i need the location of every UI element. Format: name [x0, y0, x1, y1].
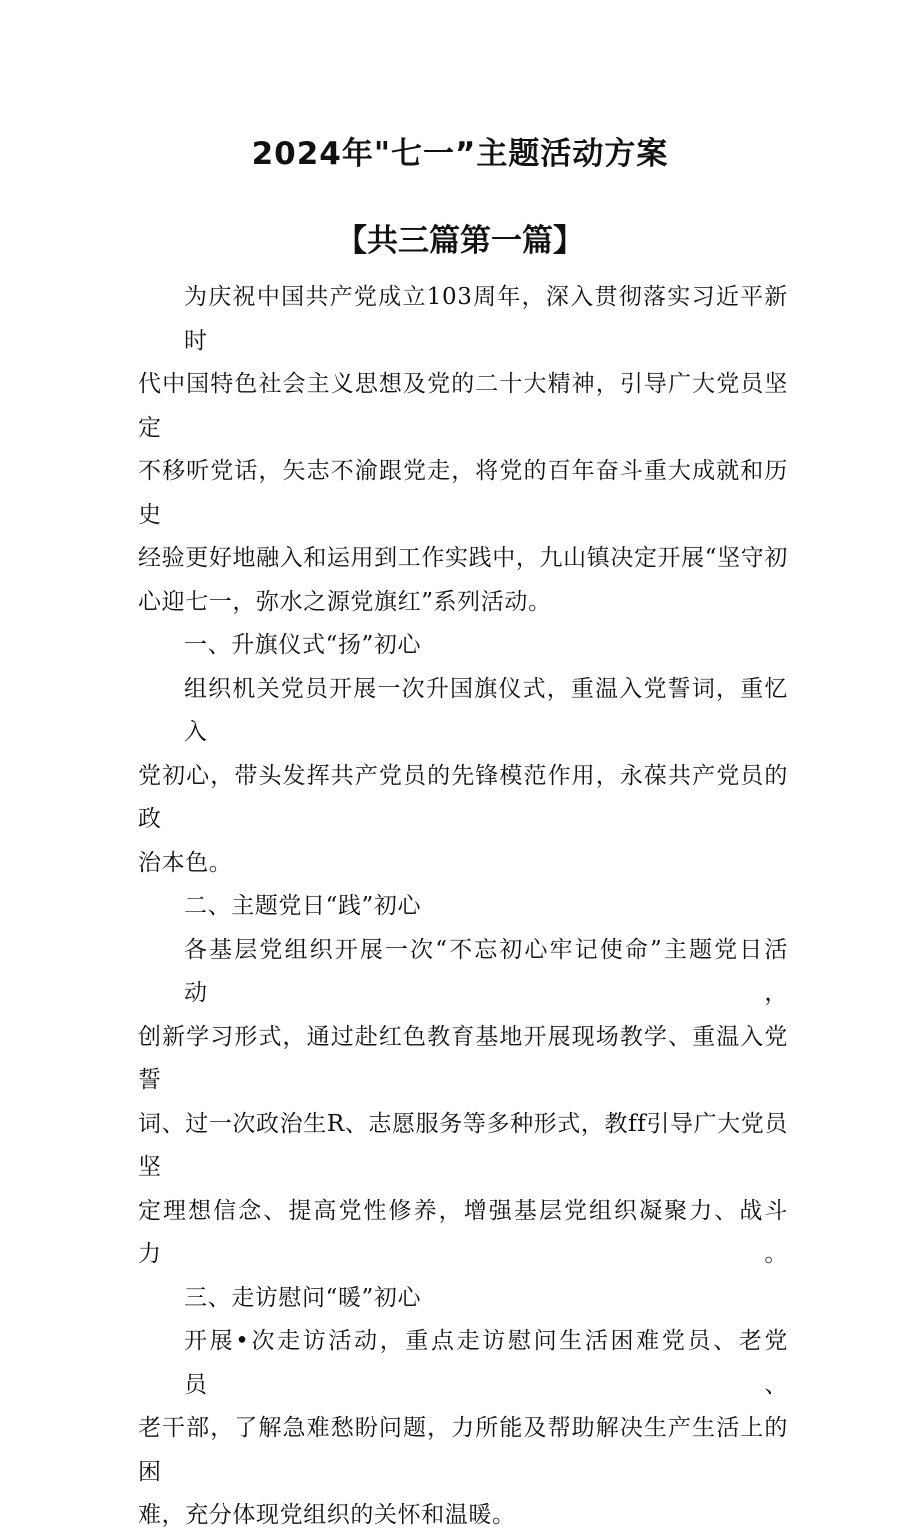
- text-line: 党初心，带头发挥共产党员的先锋模范作用，永葆共产党员的政: [138, 762, 788, 832]
- document-title: 2024年"七一”主题活动方案: [251, 136, 669, 172]
- text-line: 代中国特色社会主义思想及党的二十大精神，引导广大党员坚定: [138, 371, 788, 441]
- text-line: 组织机关党员开展一次升国旗仪式，重温入党誓词，重忆入: [184, 675, 788, 745]
- text-line: 治本色。: [138, 849, 233, 876]
- text-line: 经验更好地融入和运用到工作实践中，九山镇决定开展“坚守初: [138, 545, 788, 571]
- section-paragraph-3: [138, 1320, 788, 1538]
- text-line: 老干部，了解急难愁盼问题，力所能及帮助解决生产生活上的困: [138, 1415, 788, 1485]
- text-line: 创新学习形式，通过赴红色教育基地开展现场教学、重温入党誓: [138, 1023, 788, 1093]
- text-line: 定理想信念、提高党性修养，增强基层党组织凝聚力、战斗力。: [138, 1197, 788, 1267]
- text-line: 各基层党组织开展一次“不忘初心牢记使命”主题党日活动，: [184, 936, 788, 1006]
- section-heading-1: 一、升旗仪式“扬”初心: [184, 632, 422, 658]
- text-line: 不移听党话，矢志不渝跟党走，将党的百年奋斗重大成就和历史: [138, 458, 788, 528]
- section-heading-2: 二、主题党日“践”初心: [184, 893, 422, 919]
- document-subtitle: 【共三篇第一篇】: [336, 223, 584, 259]
- text-line: 难，充分体现党组织的关怀和温暖。: [138, 1502, 516, 1528]
- text-line: 词、过一次政治生R、志愿服务等多种形式，教ff引导广大党员坚: [138, 1110, 788, 1180]
- intro-paragraph: [138, 276, 788, 624]
- text-line: 为庆祝中国共产党成立103周年，深入贯彻落实习近平新时: [184, 284, 788, 354]
- text-line: 开展•次走访活动，重点走访慰问生活困难党员、老党员、: [184, 1328, 788, 1398]
- section-heading-3: 三、走访慰问“暖”初心: [184, 1284, 422, 1311]
- text-line: 心迎七一，弥水之源党旗红”系列活动。: [138, 588, 552, 615]
- section-paragraph-2: [138, 929, 788, 1277]
- section-paragraph-1: [138, 668, 788, 886]
- document-body: [138, 276, 788, 1538]
